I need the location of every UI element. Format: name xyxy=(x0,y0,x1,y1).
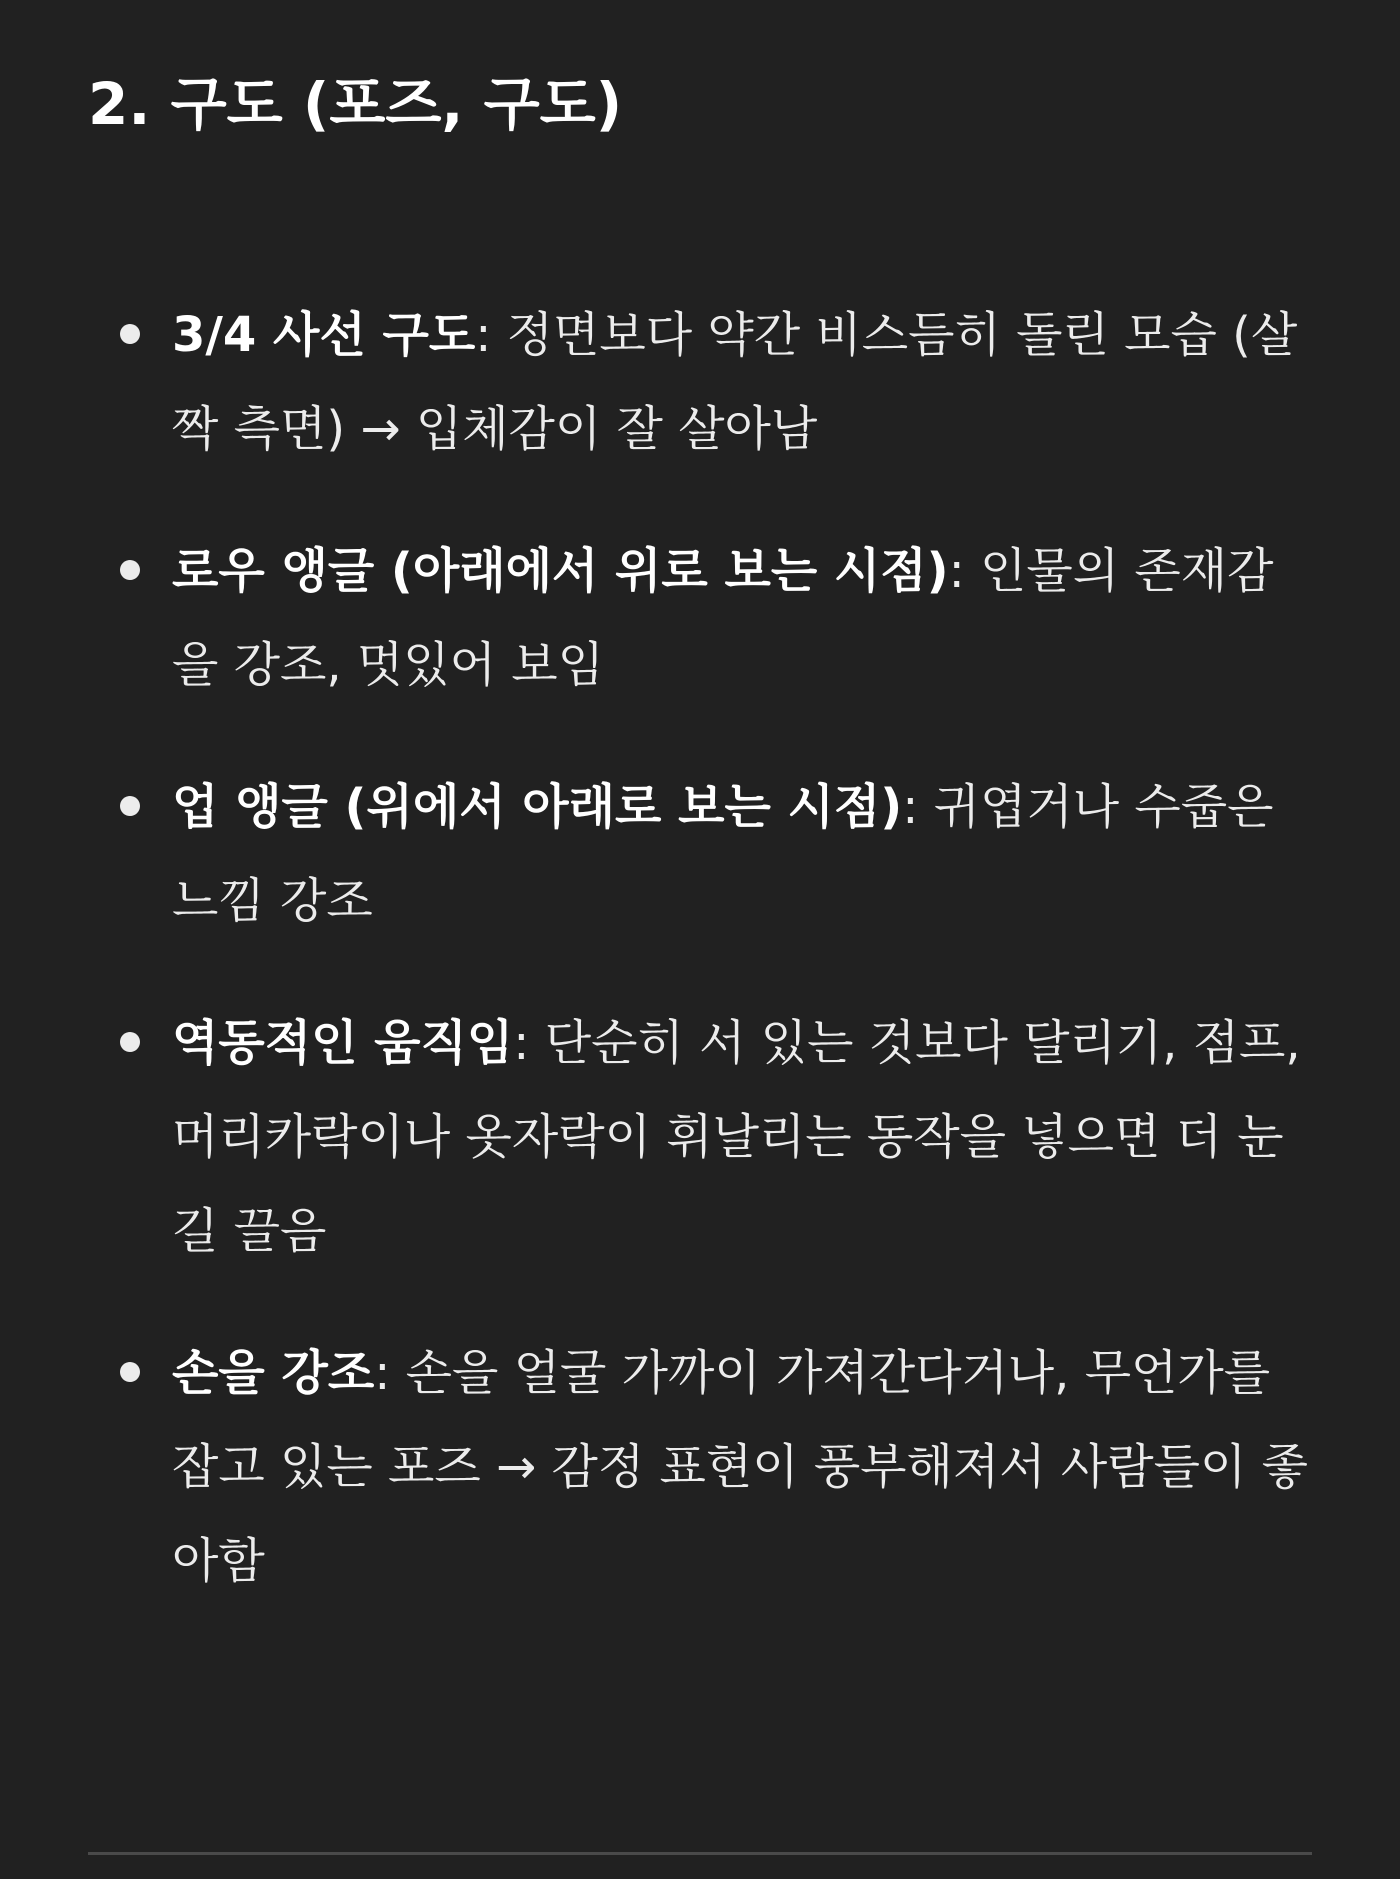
bullet-item xyxy=(88,524,1318,712)
bullet-dot-icon xyxy=(120,560,140,580)
section-heading: 2. 구도 (포즈, 구도) xyxy=(88,70,623,138)
bullet-text: : 단순히 서 있는 것보다 달리기, 점프, 머리카락이나 옷자락이 휘날리는 동작을 넣으면 더 눈길 끌음 xyxy=(172,1015,1301,1259)
bullet-list xyxy=(88,288,1318,1608)
bullet-title: 로우 앵글 (아래에서 위로 보는 시점) xyxy=(172,543,949,599)
bullet-item xyxy=(88,1326,1318,1608)
bullet-title: 3/4 사선 구도 xyxy=(172,307,476,363)
bullet-dot-icon xyxy=(120,796,140,816)
bullet-title: 손을 강조 xyxy=(172,1345,375,1401)
section-divider xyxy=(88,1852,1312,1855)
bullet-title: 역동적인 움직임 xyxy=(172,1015,514,1071)
bullet-item xyxy=(88,760,1318,948)
content-area xyxy=(88,58,1318,1656)
bullet-dot-icon xyxy=(120,1362,140,1382)
bullet-item xyxy=(88,996,1318,1278)
bullet-title: 업 앵글 (위에서 아래로 보는 시점) xyxy=(172,779,903,835)
bullet-item xyxy=(88,288,1318,476)
bullet-text: : 손을 얼굴 가까이 가져간다거나, 무언가를 잡고 있는 포즈 → 감정 표현이 풍부해져서 사람들이 좋아함 xyxy=(172,1345,1309,1589)
bullet-dot-icon xyxy=(120,1032,140,1052)
bullet-text: : 귀엽거나 수줍은 느낌 강조 xyxy=(172,779,1274,929)
bullet-dot-icon xyxy=(120,324,140,344)
bullet-text: : 정면보다 약간 비스듬히 돌린 모습 (살짝 측면) → 입체감이 잘 살아남 xyxy=(172,307,1298,457)
bullet-text: : 인물의 존재감을 강조, 멋있어 보임 xyxy=(172,543,1274,693)
